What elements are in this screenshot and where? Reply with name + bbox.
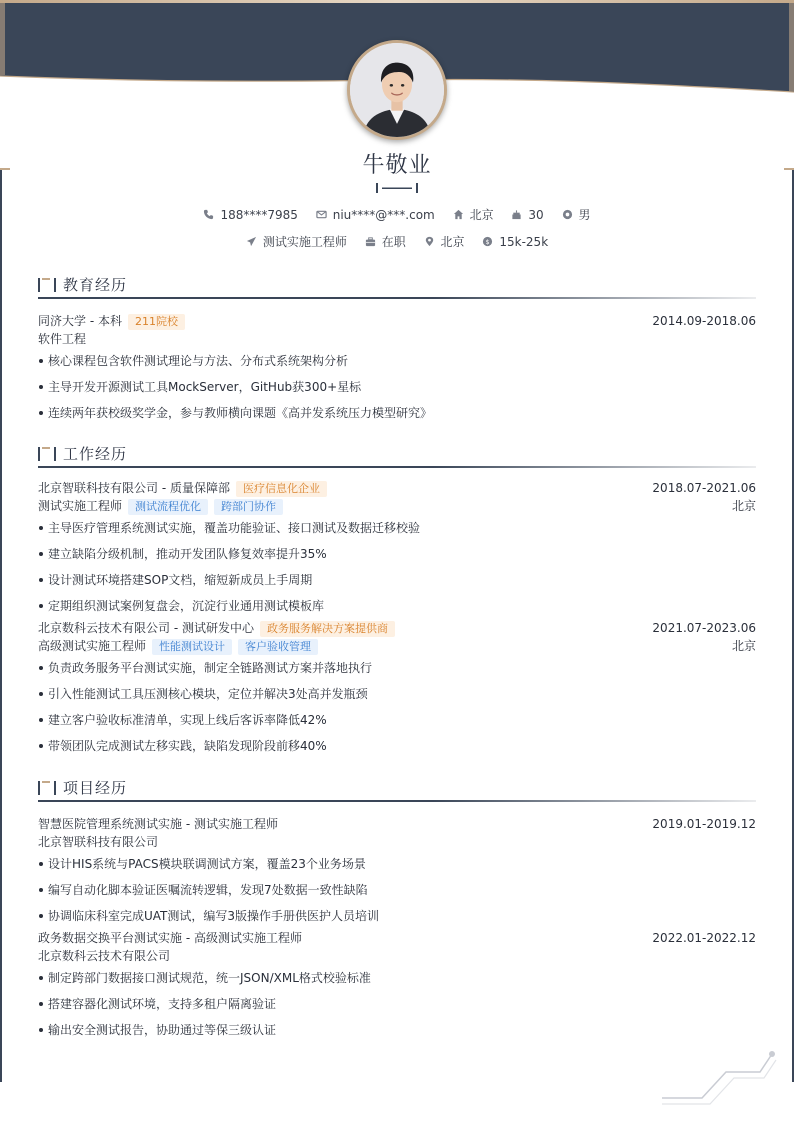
city-text: 北京 <box>440 235 465 249</box>
work-location: 北京 <box>731 499 756 513</box>
mail-icon <box>316 209 327 220</box>
money-icon <box>482 236 493 247</box>
company-tag: 政务服务解决方案提供商 <box>260 621 395 637</box>
briefcase-icon <box>365 236 376 247</box>
hometown-text: 北京 <box>469 208 494 222</box>
work-title-text: 工作经历 <box>63 445 128 463</box>
phone-item <box>203 208 297 222</box>
hometown-item <box>453 206 494 223</box>
work-entry <box>38 479 756 619</box>
list-item: 制定跨部门数据接口测试规范，统一JSON/XML格式校验标准 <box>38 965 756 991</box>
project-name-role: 智慧医院管理系统测试实施 - 测试实施工程师 <box>38 817 278 831</box>
contact-info-row <box>0 206 794 223</box>
email-text: niu****@***.com <box>332 208 435 222</box>
list-item: 编写自动化脚本验证医嘱流转逻辑，发现7处数据一致性缺陷 <box>38 877 756 903</box>
role: 测试实施工程师 <box>38 499 123 513</box>
avatar <box>347 40 447 140</box>
email-item <box>316 208 435 222</box>
education-section <box>38 272 756 426</box>
age-item <box>511 208 543 222</box>
project-line <box>38 929 756 947</box>
section-mark-icon <box>38 447 56 461</box>
list-item: 连续两年获校级奖学金，参与教师横向课题《高并发系统压力模型研究》 <box>38 400 756 426</box>
list-item: 协调临床科室完成UAT测试，编写3版操作手册供医护人员培训 <box>38 903 756 929</box>
section-rule <box>38 297 756 299</box>
city-item <box>424 233 465 250</box>
phone-text: 188****7985 <box>220 208 298 222</box>
role-tag: 测试流程优化 <box>128 499 208 515</box>
role-tag: 跨部门协作 <box>214 499 283 515</box>
send-icon <box>246 236 257 247</box>
role-line <box>38 497 756 515</box>
cake-icon <box>511 209 522 220</box>
status-text: 在职 <box>381 235 406 249</box>
project-entry <box>38 929 756 1043</box>
list-item: 建立缺陷分级机制，推动开发团队修复效率提升35% <box>38 541 756 567</box>
work-location: 北京 <box>731 639 756 653</box>
school-degree: 同济大学 - 本科 <box>38 314 122 328</box>
section-rule <box>38 466 756 468</box>
salary-item <box>482 235 548 249</box>
list-item: 搭建容器化测试环境，支持多租户隔离验证 <box>38 991 756 1017</box>
gender-icon <box>562 209 573 220</box>
list-item: 定期组织测试案例复盘会，沉淀行业通用测试模板库 <box>38 593 756 619</box>
list-item: 引入性能测试工具压测核心模块，定位并解决3处高并发瓶颈 <box>38 681 756 707</box>
major: 软件工程 <box>38 332 87 346</box>
age-text: 30 <box>528 208 544 222</box>
list-item: 输出安全测试报告，协助通过等保三级认证 <box>38 1017 756 1043</box>
role: 高级测试实施工程师 <box>38 639 147 653</box>
school-line <box>38 312 756 330</box>
location-icon <box>424 236 435 247</box>
gender-text: 男 <box>578 208 591 222</box>
education-entry <box>38 312 756 426</box>
left-border-line <box>0 170 2 1082</box>
project-title-text: 项目经历 <box>63 779 128 797</box>
list-item: 设计HIS系统与PACS模块联调测试方案，覆盖23个业务场景 <box>38 851 756 877</box>
phone-icon <box>203 209 214 220</box>
role-tag: 客户验收管理 <box>238 639 318 655</box>
job-intention-row <box>0 233 794 250</box>
work-date: 2018.07-2021.06 <box>652 481 756 495</box>
salary-text: 15k-25k <box>499 235 549 249</box>
home-icon <box>453 209 464 220</box>
section-mark-icon <box>38 781 56 795</box>
project-section <box>38 775 756 1043</box>
section-rule <box>38 800 756 802</box>
project-company: 北京数科云技术有限公司 <box>38 949 171 963</box>
project-date: 2022.01-2022.12 <box>652 931 756 945</box>
school-tag: 211院校 <box>128 314 185 330</box>
project-entry <box>38 815 756 929</box>
company-tag: 医疗信息化企业 <box>236 481 327 497</box>
list-item: 核心课程包含软件测试理论与方法、分布式系统架构分析 <box>38 348 756 374</box>
avatar-portrait <box>350 43 444 137</box>
section-mark-icon <box>38 278 56 292</box>
status-item <box>365 233 406 250</box>
work-entry <box>38 619 756 759</box>
work-date: 2021.07-2023.06 <box>652 621 756 635</box>
name-divider <box>376 183 418 193</box>
work-section <box>38 441 756 759</box>
list-item: 设计测试环境搭建SOP文档，缩短新成员上手周期 <box>38 567 756 593</box>
list-item: 负责政务服务平台测试实施，制定全链路测试方案并落地执行 <box>38 655 756 681</box>
candidate-name: 牛敬业 <box>362 153 432 178</box>
company-dept: 北京智联科技有限公司 - 质量保障部 <box>38 481 230 495</box>
list-item: 主导开发开源测试工具MockServer，GitHub获300+星标 <box>38 374 756 400</box>
education-title-text: 教育经历 <box>63 276 128 294</box>
project-line <box>38 815 756 833</box>
corner-line-decoration <box>660 1048 780 1108</box>
company-dept: 北京数科云技术有限公司 - 测试研发中心 <box>38 621 254 635</box>
company-line <box>38 479 756 497</box>
list-item: 主导医疗管理系统测试实施，覆盖功能验证、接口测试及数据迁移校验 <box>38 515 756 541</box>
major-line <box>38 330 756 348</box>
project-date: 2019.01-2019.12 <box>652 817 756 831</box>
education-date: 2014.09-2018.06 <box>652 314 756 328</box>
education-title <box>38 272 756 302</box>
list-item: 建立客户验收标准清单，实现上线后客诉率降低42% <box>38 707 756 733</box>
role-line <box>38 637 756 655</box>
project-name-role: 政务数据交换平台测试实施 - 高级测试实施工程师 <box>38 931 302 945</box>
position-text: 测试实施工程师 <box>262 235 347 249</box>
list-item: 带领团队完成测试左移实践，缺陷发现阶段前移40% <box>38 733 756 759</box>
work-title <box>38 441 756 471</box>
project-company: 北京智联科技有限公司 <box>38 835 159 849</box>
position-item <box>246 233 347 250</box>
project-title <box>38 775 756 805</box>
svg-text:$: $ <box>485 237 490 246</box>
project-company-line <box>38 947 756 965</box>
company-line <box>38 619 756 637</box>
gender-item <box>562 206 591 223</box>
role-tag: 性能测试设计 <box>152 639 232 655</box>
project-company-line <box>38 833 756 851</box>
